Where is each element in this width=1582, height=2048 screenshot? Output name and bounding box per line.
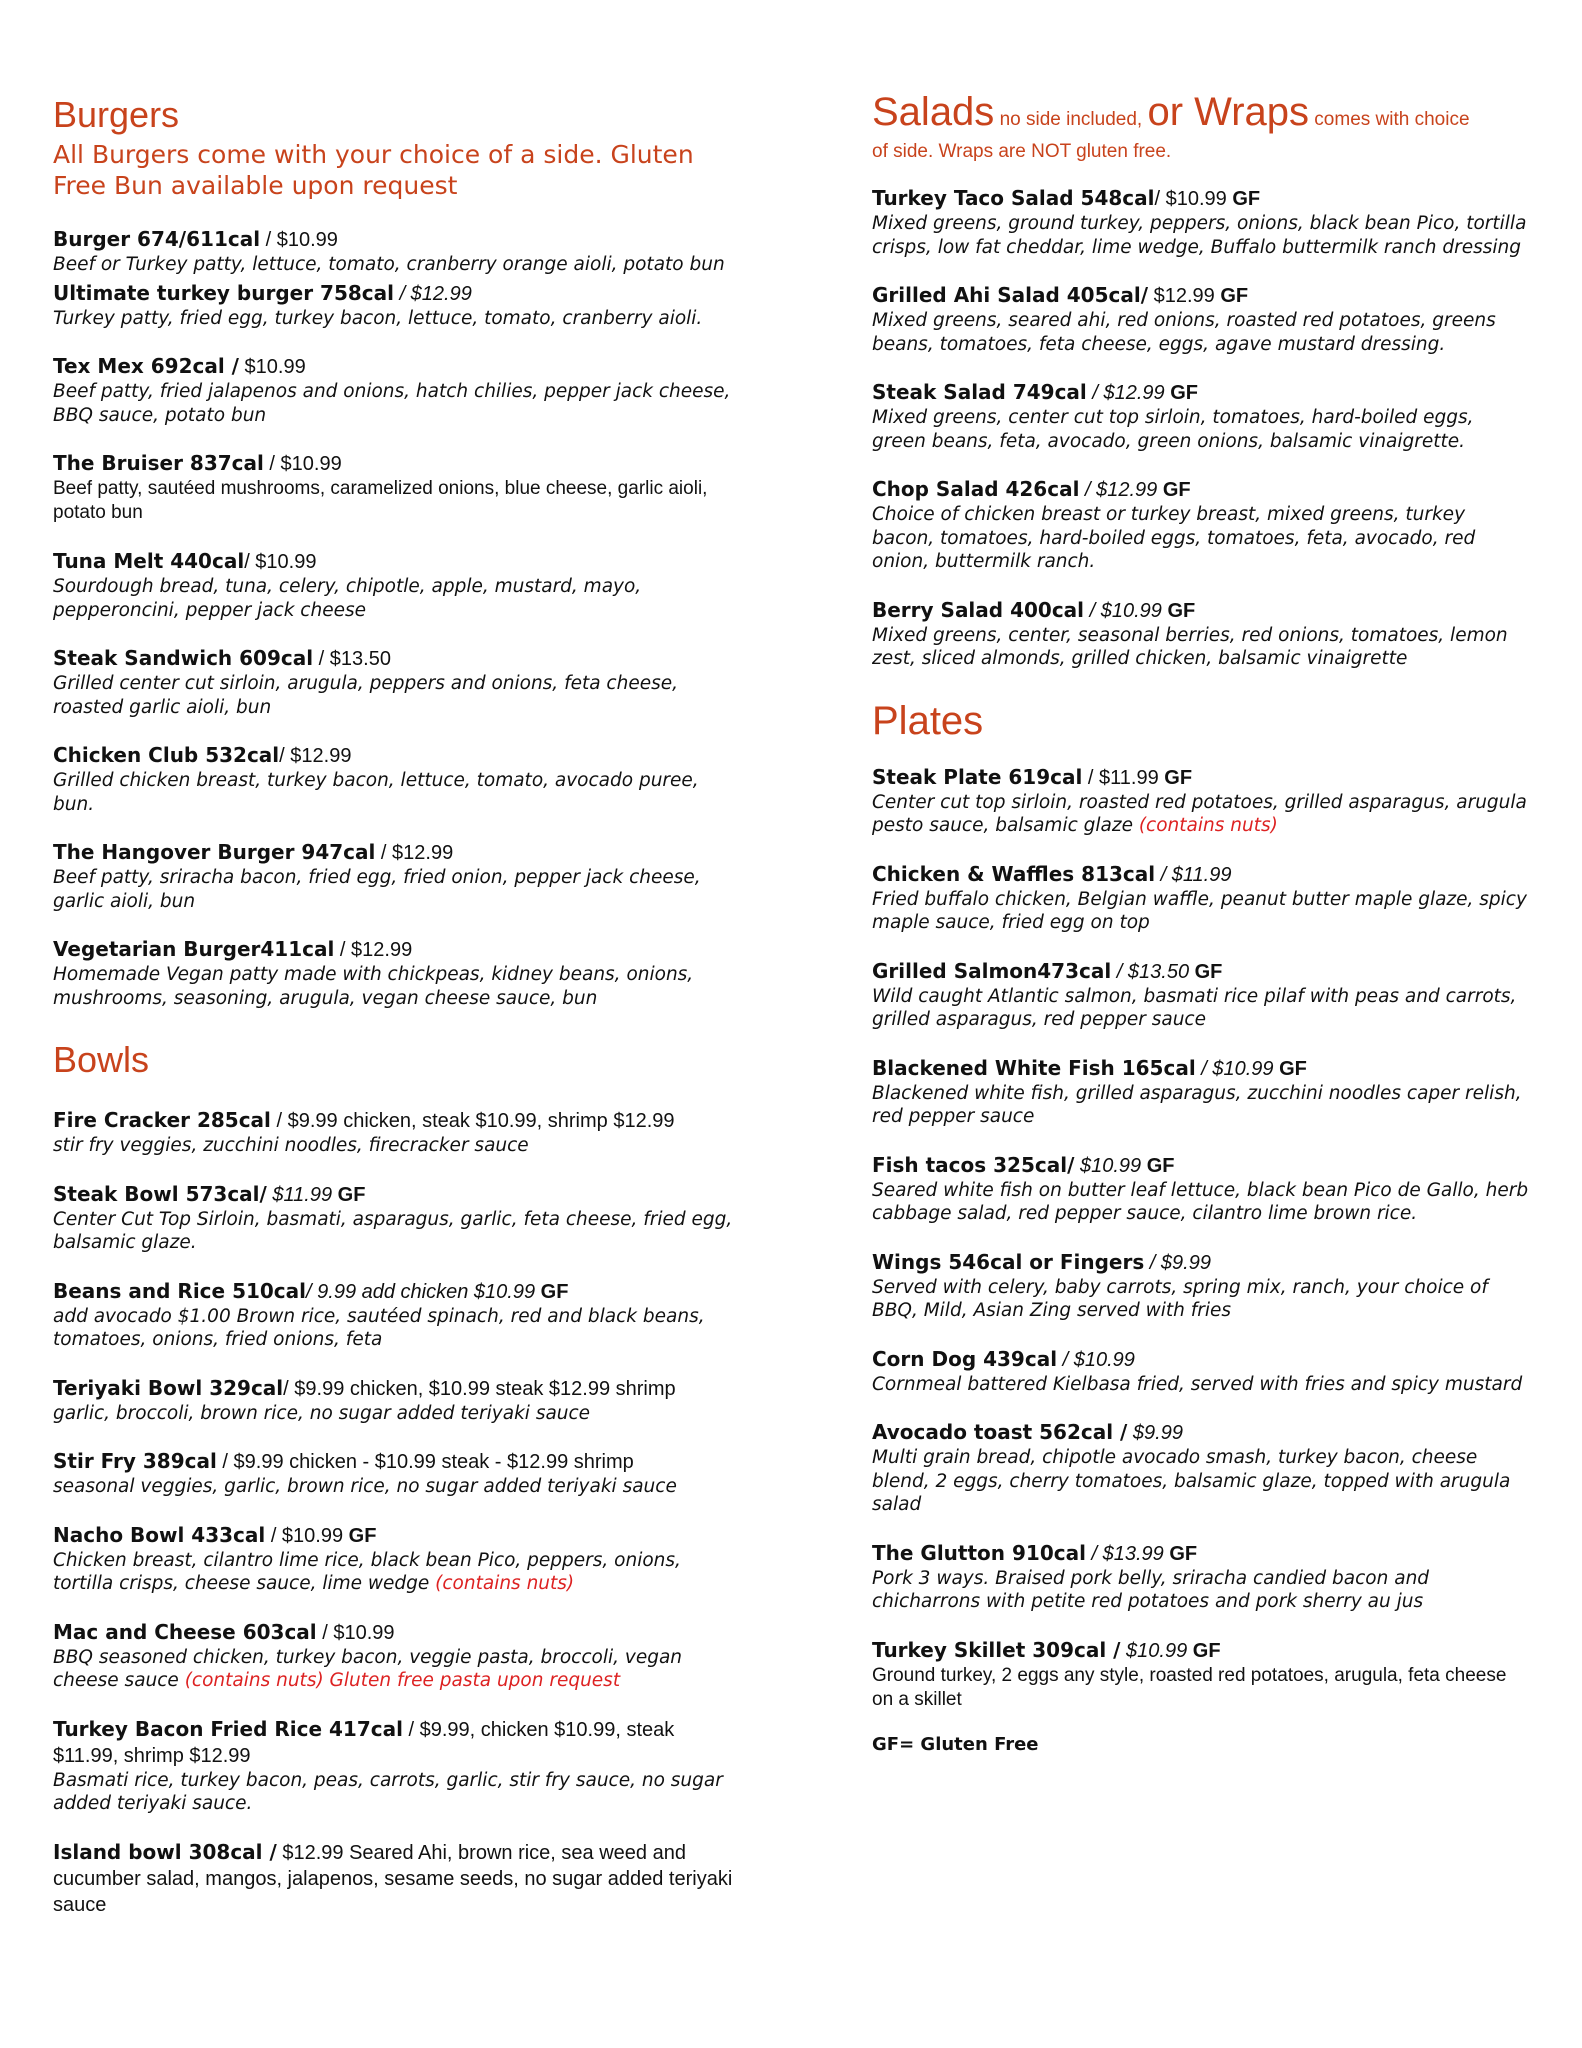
item-price: / $10.99: [1154, 188, 1233, 210]
item-name: Turkey Bacon Fried Rice 417cal: [53, 1716, 403, 1741]
item-description: Mixed greens, center cut top sirloin, tomatoes, hard-boiled eggs, green beans, feta, avocado, green onions, balsamic vinaigrette.: [872, 407, 1474, 452]
allergen-note: (contains nuts): [1138, 815, 1278, 836]
item-description: Seared white fish on butter leaf lettuce, black bean Pico de Gallo, herb cabbage salad, red pepper sauce, cilantro lime brown rice.: [872, 1179, 1529, 1224]
menu-item-corn-dog: [872, 1347, 1532, 1397]
menu-item-tex-mex: [53, 354, 743, 427]
gf-badge: GF: [1194, 960, 1223, 983]
burgers-title: Burgers: [53, 94, 180, 135]
item-price: $10.99: [238, 356, 306, 378]
menu-item-blackened-white-fish: [872, 1056, 1532, 1129]
item-price: / $11.99: [1082, 766, 1165, 789]
menu-item-teriyaki-bowl: [53, 1376, 743, 1426]
item-name: Stir Fry 389cal: [53, 1449, 217, 1473]
item-name: Avocado toast 562cal /: [872, 1420, 1128, 1444]
item-name: Island bowl 308cal /: [53, 1839, 277, 1864]
item-price: $12.99 Seared Ahi, brown rice, sea weed and cucumber salad, mangos, jalapenos, sesame seeds, no sugar added teriyaki sauce: [53, 1841, 733, 1916]
gf-badge: GF: [1220, 285, 1249, 307]
item-description: Turkey patty, fried egg, turkey bacon, lettuce, tomato, cranberry aioli.: [53, 307, 703, 329]
item-description: Mixed greens, center, seasonal berries, red onions, tomatoes, lemon zest, sliced almonds, grilled chicken, balsamic vinaigrette: [872, 624, 1508, 669]
gf-badge: GF: [1162, 479, 1191, 501]
item-description: add avocado $1.00 Brown rice, sautéed spinach, red and black beans, tomatoes, onions, fried onions, feta: [53, 1305, 705, 1350]
item-description: Basmati rice, turkey bacon, peas, carrots, garlic, stir fry sauce, no sugar added teriyaki sauce.: [53, 1769, 723, 1814]
item-price: / $12.99: [394, 282, 472, 305]
item-description: Grilled center cut sirloin, arugula, peppers and onions, feta cheese, roasted garlic aioli, bun: [53, 673, 678, 718]
item-name: Chicken & Waffles 813cal: [872, 861, 1156, 886]
item-description: Choice of chicken breast or turkey breast, mixed greens, turkey bacon, tomatoes, hard-boiled eggs, tomatoes, feta, avocado, red onion, buttermilk ranch.: [872, 504, 1476, 572]
item-price: / $10.99: [1195, 1057, 1280, 1080]
item-description: Ground turkey, 2 eggs any style, roasted red potatoes, arugula, feta cheese on a skillet: [872, 1664, 1507, 1710]
item-description: Beef patty, sriracha bacon, fried egg, fried onion, pepper jack cheese, garlic aioli, bun: [53, 867, 701, 912]
item-description: Mixed greens, ground turkey, peppers, onions, black bean Pico, tortilla crisps, low fat cheddar, lime wedge, Buffalo buttermilk ranch dressing: [872, 213, 1527, 258]
item-name: Tuna Melt 440cal: [53, 549, 245, 573]
item-name: Grilled Salmon473cal: [872, 958, 1112, 983]
item-price: $10.99: [1074, 1154, 1147, 1177]
item-price: $11.99: [266, 1183, 338, 1206]
item-description: Center Cut Top Sirloin, basmati, asparagus, garlic, feta cheese, fried egg, balsamic glaze.: [53, 1208, 733, 1253]
item-name: Steak Bowl 573cal/: [53, 1181, 267, 1206]
item-description: Sourdough bread, tuna, celery, chipotle, apple, mustard, mayo, pepperoncini, pepper jack cheese: [53, 576, 642, 621]
item-name: Chop Salad 426cal: [872, 477, 1080, 501]
item-description: stir fry veggies, zucchini noodles, firecracker sauce: [53, 1135, 529, 1156]
item-price: / $9.99, chicken $10.99, steak $11.99, shrimp $12.99: [53, 1718, 675, 1767]
menu-item-turkey-bacon-fried-rice: [53, 1717, 743, 1816]
item-price: / $12.99: [375, 842, 454, 864]
burgers-note: All Burgers come with your choice of a side. Gluten Free Bun available upon request: [53, 140, 694, 200]
item-name: Vegetarian Burger411cal: [53, 937, 335, 961]
gf-legend: GF= Gluten Free: [872, 1733, 1039, 1755]
item-name: Turkey Taco Salad 548cal: [872, 186, 1155, 210]
item-name: Steak Sandwich 609cal: [53, 646, 314, 670]
item-name: The Glutton 910cal: [872, 1540, 1086, 1565]
wraps-title: or Wraps: [1147, 90, 1310, 134]
item-price: / $13.50: [313, 648, 391, 670]
salads-wraps-heading: [872, 90, 1532, 138]
item-name: Fire Cracker 285cal: [53, 1108, 271, 1132]
item-price: / $10.99: [1057, 1348, 1135, 1371]
menu-item-steak-bowl: [53, 1182, 743, 1255]
item-name: Chicken Club 532cal: [53, 743, 280, 767]
menu-item-turkey-taco-salad: [872, 186, 1532, 259]
menu-item-nacho-bowl: [53, 1523, 743, 1596]
gf-badge: GF: [1164, 766, 1193, 789]
gf-badge: GF: [1146, 1154, 1175, 1177]
right-column: [872, 90, 1532, 1755]
item-name: Steak Plate 619cal: [872, 764, 1083, 789]
menu-item-the-bruiser: [53, 451, 743, 525]
item-name: Nacho Bowl 433cal: [53, 1522, 266, 1547]
item-price: / $9.99 chicken, steak $10.99, shrimp $12.99: [270, 1110, 675, 1132]
item-name: Steak Salad 749cal: [872, 380, 1087, 404]
item-price: / $10.99: [263, 453, 342, 475]
menu-item-ultimate-turkey-burger: [53, 281, 743, 331]
item-name: Berry Salad 400cal: [872, 597, 1085, 622]
item-name: Tex Mex 692cal /: [53, 354, 239, 378]
item-description: Homemade Vegan patty made with chickpeas, kidney beans, onions, mushrooms, seasoning, arugula, vegan cheese sauce, bun: [53, 964, 694, 1009]
item-name: Blackened White Fish 165cal: [872, 1055, 1196, 1080]
gf-badge: GF: [1192, 1639, 1221, 1662]
menu-item-steak-salad: [872, 380, 1532, 453]
menu-item-grilled-salmon: [872, 959, 1532, 1032]
gf-badge: GF: [1169, 1542, 1198, 1565]
item-description: Grilled chicken breast, turkey bacon, lettuce, tomato, avocado puree, bun.: [53, 770, 699, 815]
item-price: / 9.99 add chicken $10.99: [306, 1280, 541, 1303]
item-price: / $13.50: [1111, 960, 1195, 983]
wraps-note: comes with choice: [1309, 109, 1470, 130]
menu-item-fish-tacos: [872, 1153, 1532, 1226]
item-name: The Bruiser 837cal: [53, 451, 264, 475]
item-name: Wings 546cal or Fingers: [872, 1249, 1145, 1274]
item-description: Center cut top sirloin, roasted red potatoes, grilled asparagus, arugula pesto sauce, balsamic glaze: [872, 791, 1527, 836]
item-price: / $12.99: [1086, 382, 1171, 404]
item-price: / $12.99: [334, 939, 413, 961]
menu-item-vegetarian-burger: [53, 937, 743, 1010]
menu-item-hangover-burger: [53, 840, 743, 913]
menu-item-stir-fry: [53, 1449, 743, 1499]
menu-item-mac-and-cheese: [53, 1620, 743, 1693]
item-name: Grilled Ahi Salad 405cal/: [872, 283, 1149, 307]
item-price: / $12.99: [279, 745, 352, 767]
item-price: / $10.99: [244, 551, 317, 573]
menu-item-steak-sandwich: [53, 646, 743, 719]
item-price: / $10.99: [260, 229, 338, 251]
item-name: Beans and Rice 510cal: [53, 1278, 307, 1303]
salads-title: Salads: [872, 90, 995, 134]
menu-item-the-glutton: [872, 1541, 1532, 1614]
gf-badge: GF: [540, 1280, 569, 1303]
menu-item-berry-salad: [872, 598, 1532, 671]
item-name: Fish tacos 325cal/: [872, 1152, 1075, 1177]
item-price: / $11.99: [1155, 863, 1232, 886]
item-price: $9.99: [1127, 1422, 1183, 1444]
item-description: Fried buffalo chicken, Belgian waffle, peanut butter maple glaze, spicy maple sauce, fried egg on top: [872, 888, 1527, 933]
item-description: Multi grain bread, chipotle avocado smash, turkey bacon, cheese blend, 2 eggs, cherry tomatoes, balsamic glaze, topped with arugula salad: [872, 1447, 1511, 1515]
item-description: Beef patty, sautéed mushrooms, caramelized onions, blue cheese, garlic aioli, potato bun: [53, 478, 708, 523]
item-price: / $13.99: [1085, 1542, 1170, 1565]
item-name: Mac and Cheese 603cal: [53, 1619, 317, 1644]
gf-badge: GF: [348, 1524, 377, 1547]
gf-badge: GF: [1167, 599, 1196, 622]
item-name: Burger 674/611cal: [53, 227, 261, 251]
gf-badge: GF: [337, 1183, 366, 1206]
item-price: / $12.99: [1079, 479, 1163, 501]
item-name: Ultimate turkey burger 758cal: [53, 280, 395, 305]
menu-item-steak-plate: [872, 765, 1532, 838]
salads-note: no side included,: [994, 109, 1148, 130]
menu-item-turkey-skillet: [872, 1638, 1532, 1712]
menu-item-wings-or-fingers: [872, 1250, 1532, 1323]
allergen-note: (contains nuts): [435, 1573, 575, 1594]
gf-badge: GF: [1232, 188, 1261, 210]
item-price: / $10.99: [1084, 599, 1168, 622]
menu-item-burger: [53, 227, 743, 277]
menu-item-chicken-club: [53, 743, 743, 816]
item-price: / $10.99: [316, 1621, 395, 1644]
bowls-title: Bowls: [53, 1039, 150, 1080]
item-price: / $9.99: [1144, 1251, 1211, 1274]
item-name: Turkey Skillet 309cal /: [872, 1637, 1121, 1662]
item-description: Blackened white fish, grilled asparagus, zucchini noodles caper relish, red pepper sauce: [872, 1082, 1522, 1127]
item-price: / $9.99 chicken - $10.99 steak - $12.99 shrimp: [216, 1451, 634, 1473]
item-description: garlic, broccoli, brown rice, no sugar added teriyaki sauce: [53, 1402, 591, 1424]
gf-badge: GF: [1279, 1057, 1307, 1080]
item-description: seasonal veggies, garlic, brown rice, no sugar added teriyaki sauce: [53, 1476, 677, 1497]
item-description: Beef or Turkey patty, lettuce, tomato, cranberry orange aioli, potato bun: [53, 254, 725, 275]
item-name: The Hangover Burger 947cal: [53, 840, 376, 864]
item-description: Beef patty, fried jalapenos and onions, hatch chilies, pepper jack cheese, BBQ sauce, potato bun: [53, 381, 731, 426]
item-description: Pork 3 ways. Braised pork belly, sriracha candied bacon and chicharrons with petite red potatoes and pork sherry au jus: [872, 1567, 1430, 1612]
gf-badge: GF: [1170, 382, 1198, 404]
item-price: $12.99: [1148, 285, 1221, 307]
item-description: BBQ seasoned chicken, turkey bacon, veggie pasta, broccoli, vegan cheese sauce: [53, 1646, 683, 1691]
item-price: $10.99: [1120, 1639, 1193, 1662]
item-description: Wild caught Atlantic salmon, basmati rice pilaf with peas and carrots, grilled asparagus, red pepper sauce: [872, 985, 1517, 1030]
item-name: Corn Dog 439cal: [872, 1346, 1058, 1371]
wraps-note-continued: of side. Wraps are NOT gluten free.: [872, 141, 1172, 162]
item-price: / $9.99 chicken, $10.99 steak $12.99 shrimp: [283, 1377, 676, 1400]
item-description: Mixed greens, seared ahi, red onions, roasted red potatoes, greens beans, tomatoes, feta cheese, eggs, agave mustard dressing.: [872, 310, 1496, 355]
item-description: Chicken breast, cilantro lime rice, black bean Pico, peppers, onions, tortilla crisps, cheese sauce, lime wedge: [53, 1549, 681, 1594]
item-description: Served with celery, baby carrots, spring mix, ranch, your choice of BBQ, Mild, Asian Zing served with fries: [872, 1276, 1488, 1321]
left-column: [53, 95, 743, 1918]
menu-item-beans-and-rice: [53, 1279, 743, 1352]
menu-item-avocado-toast: [872, 1420, 1532, 1517]
menu-item-chop-salad: [872, 477, 1532, 574]
menu-item-fire-cracker: [53, 1108, 743, 1158]
item-name: Teriyaki Bowl 329cal: [53, 1375, 284, 1400]
menu-item-island-bowl: [53, 1840, 743, 1918]
item-price: / $10.99: [265, 1524, 349, 1547]
menu-item-grilled-ahi-salad: [872, 283, 1532, 356]
item-description: Cornmeal battered Kielbasa fried, served with fries and spicy mustard: [872, 1373, 1523, 1395]
plates-title: Plates: [872, 698, 984, 743]
allergen-note: (contains nuts) Gluten free pasta upon request: [184, 1670, 621, 1691]
menu-item-tuna-melt: [53, 549, 743, 622]
menu-item-chicken-and-waffles: [872, 862, 1532, 935]
